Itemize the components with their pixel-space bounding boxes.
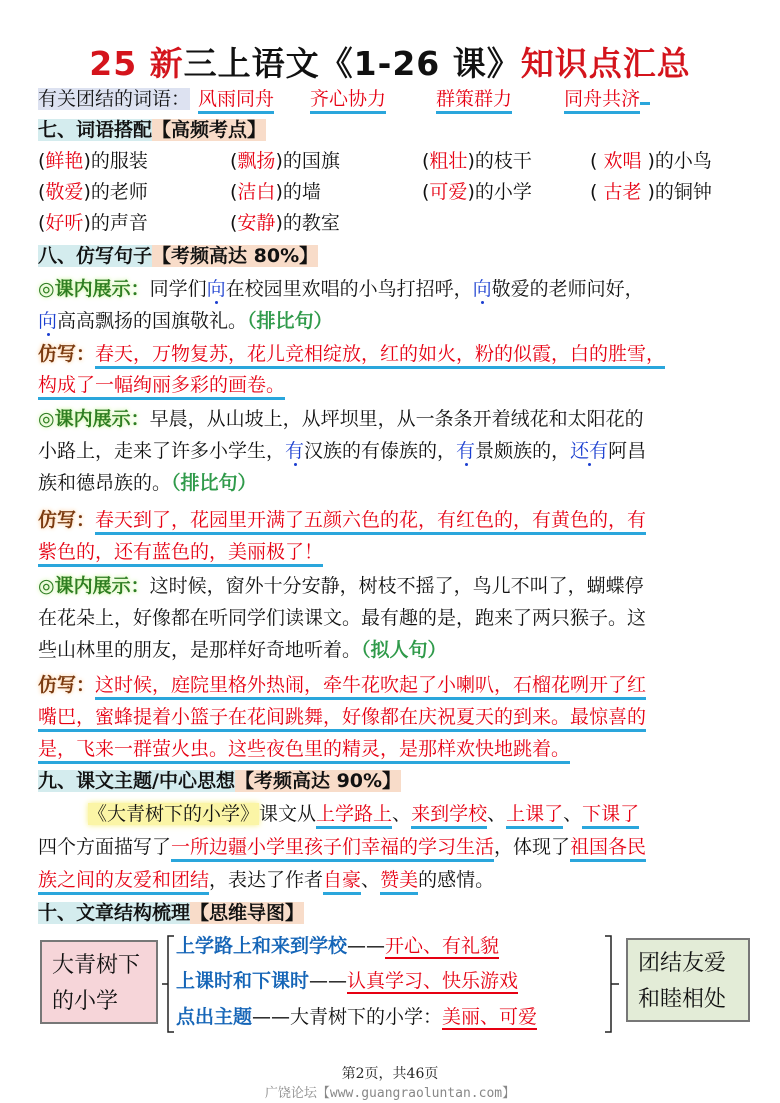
- collocation: (好听)的声音: [38, 212, 148, 234]
- mindmap-item: 点出主题——大青树下的小学：美丽、可爱: [176, 1006, 538, 1028]
- unity-word: 群策群力: [436, 88, 512, 114]
- imitate1-line2: 构成了一幅绚丽多彩的画卷。: [38, 370, 285, 400]
- collocation: (敬爱)的老师: [38, 181, 148, 203]
- show-label: ◎课内展示：: [38, 575, 150, 597]
- example1-line1: ◎课内展示：同学们向在校园里欢唱的小鸟打招呼，向敬爱的老师问好，: [38, 278, 644, 300]
- show-label: ◎课内展示：: [38, 278, 150, 300]
- right-brace-icon: [603, 934, 621, 1034]
- imitate3-line3: 是，飞来一群萤火虫。这些夜色里的精灵，是那样欢快地跳着。: [38, 734, 570, 764]
- example2-line2: 小路上，走来了许多小学生，有汉族的有傣族的，有景颇族的，还有阿昌: [38, 440, 647, 462]
- sentence-type: （排比句）: [247, 310, 333, 332]
- unity-words-row: [38, 84, 650, 114]
- mindmap-right-box: 团结友爱 和睦相处: [626, 938, 750, 1022]
- collocation-row: [38, 146, 712, 176]
- page-title: [0, 38, 780, 85]
- example2-line1: ◎课内展示：早晨，从山坡上，从坪坝里，从一条条开着绒花和太阳花的: [38, 408, 644, 430]
- title-part3: 知识点汇总: [520, 44, 691, 83]
- collocation: (鲜艳)的服装: [38, 150, 148, 172]
- title-part2: 三上语文《1-26 课》: [183, 44, 521, 83]
- unity-words-label: 有关团结的词语：: [38, 88, 191, 110]
- theme-line1: 《大青树下的小学》课文从上学路上、来到学校、上课了、下课了: [88, 799, 639, 829]
- sentence-type: （拟人句）: [361, 639, 447, 661]
- section7-tag: 【高频考点】: [152, 119, 267, 141]
- imitate1-line1: 仿写：春天，万物复苏，花儿竞相绽放，红的如火，粉的似霞，白的胜雪，: [38, 339, 665, 369]
- show-label: ◎课内展示：: [38, 408, 150, 430]
- theme-line2: 四个方面描写了一所边疆小学里孩子们幸福的学习生活，体现了祖国各民: [38, 832, 646, 862]
- imitate2-line2: 紫色的，还有蓝色的，美丽极了！: [38, 537, 323, 567]
- section8-title: 八、仿写句子: [38, 245, 153, 267]
- theme-line3: 族之间的友爱和团结，表达了作者自豪、赞美的感情。: [38, 865, 494, 895]
- left-brace-icon: [160, 934, 176, 1034]
- imitate-label: 仿写：: [38, 509, 96, 531]
- section7-title: 七、词语搭配: [38, 119, 153, 141]
- example3-line1: ◎课内展示：这时候，窗外十分安静，树枝不摇了，鸟儿不叫了，蝴蝶停: [38, 575, 644, 597]
- section7-heading: [38, 115, 266, 145]
- example3-line3: 些山林里的朋友，是那样好奇地听着。（拟人句）: [38, 639, 447, 661]
- unity-word: 风雨同舟: [198, 88, 274, 114]
- book-title: 《大青树下的小学》: [88, 803, 260, 825]
- sentence-type: （排比句）: [171, 472, 257, 494]
- example3-line2: 在花朵上，好像都在听同学们读课文。最有趣的是，跑来了两只猴子。这: [38, 607, 647, 629]
- collocation: (飘扬)的国旗: [230, 150, 340, 172]
- unity-word: 同舟共济: [564, 88, 640, 114]
- section10-heading: [38, 898, 304, 928]
- imitate3-line1: 仿写：这时候，庭院里格外热闹，牵牛花吹起了小喇叭，石榴花咧开了红: [38, 670, 646, 700]
- section9-tag: 【考频高达 90%】: [234, 770, 402, 792]
- collocation-row: [38, 208, 340, 238]
- collocation: ( 欢唱 )的小鸟: [590, 150, 712, 172]
- collocation-row: [38, 177, 712, 207]
- site-watermark: 广饶论坛【www.guangraoluntan.com】: [264, 1086, 516, 1101]
- page-number: 第2页，共46页: [341, 1066, 439, 1082]
- collocation: (洁白)的墙: [230, 181, 321, 203]
- mindmap-item: 上学路上和来到学校——开心、有礼貌: [176, 935, 500, 957]
- section9-title: 九、课文主题/中心思想: [38, 770, 235, 792]
- section10-title: 十、文章结构梳理: [38, 902, 191, 924]
- section9-heading: [38, 766, 401, 796]
- mindmap-item: 上课时和下课时——认真学习、快乐游戏: [176, 970, 519, 992]
- section8-tag: 【考频高达 80%】: [152, 245, 319, 267]
- collocation: (粗壮)的枝干: [422, 150, 532, 172]
- imitate-label: 仿写：: [38, 343, 96, 365]
- imitate-label: 仿写：: [38, 674, 96, 696]
- mindmap-left-box: 大青树下 的小学: [40, 940, 158, 1024]
- unity-word: 齐心协力: [310, 88, 386, 114]
- example1-line2: 向高高飘扬的国旗敬礼。（排比句）: [38, 310, 333, 332]
- example2-line3: 族和德昂族的。（排比句）: [38, 472, 257, 494]
- imitate2-line1: 仿写：春天到了，花园里开满了五颜六色的花，有红色的，有黄色的，有: [38, 505, 646, 535]
- collocation: ( 古老 )的铜钟: [590, 181, 712, 203]
- section8-heading: [38, 241, 318, 271]
- section10-tag: 【思维导图】: [190, 902, 305, 924]
- title-part1: 25 新: [89, 44, 184, 83]
- collocation: (可爱)的小学: [422, 181, 532, 203]
- collocation: (安静)的教室: [230, 212, 340, 234]
- imitate3-line2: 嘴巴，蜜蜂提着小篮子在花间跳舞，好像都在庆祝夏天的到来。最惊喜的: [38, 702, 646, 732]
